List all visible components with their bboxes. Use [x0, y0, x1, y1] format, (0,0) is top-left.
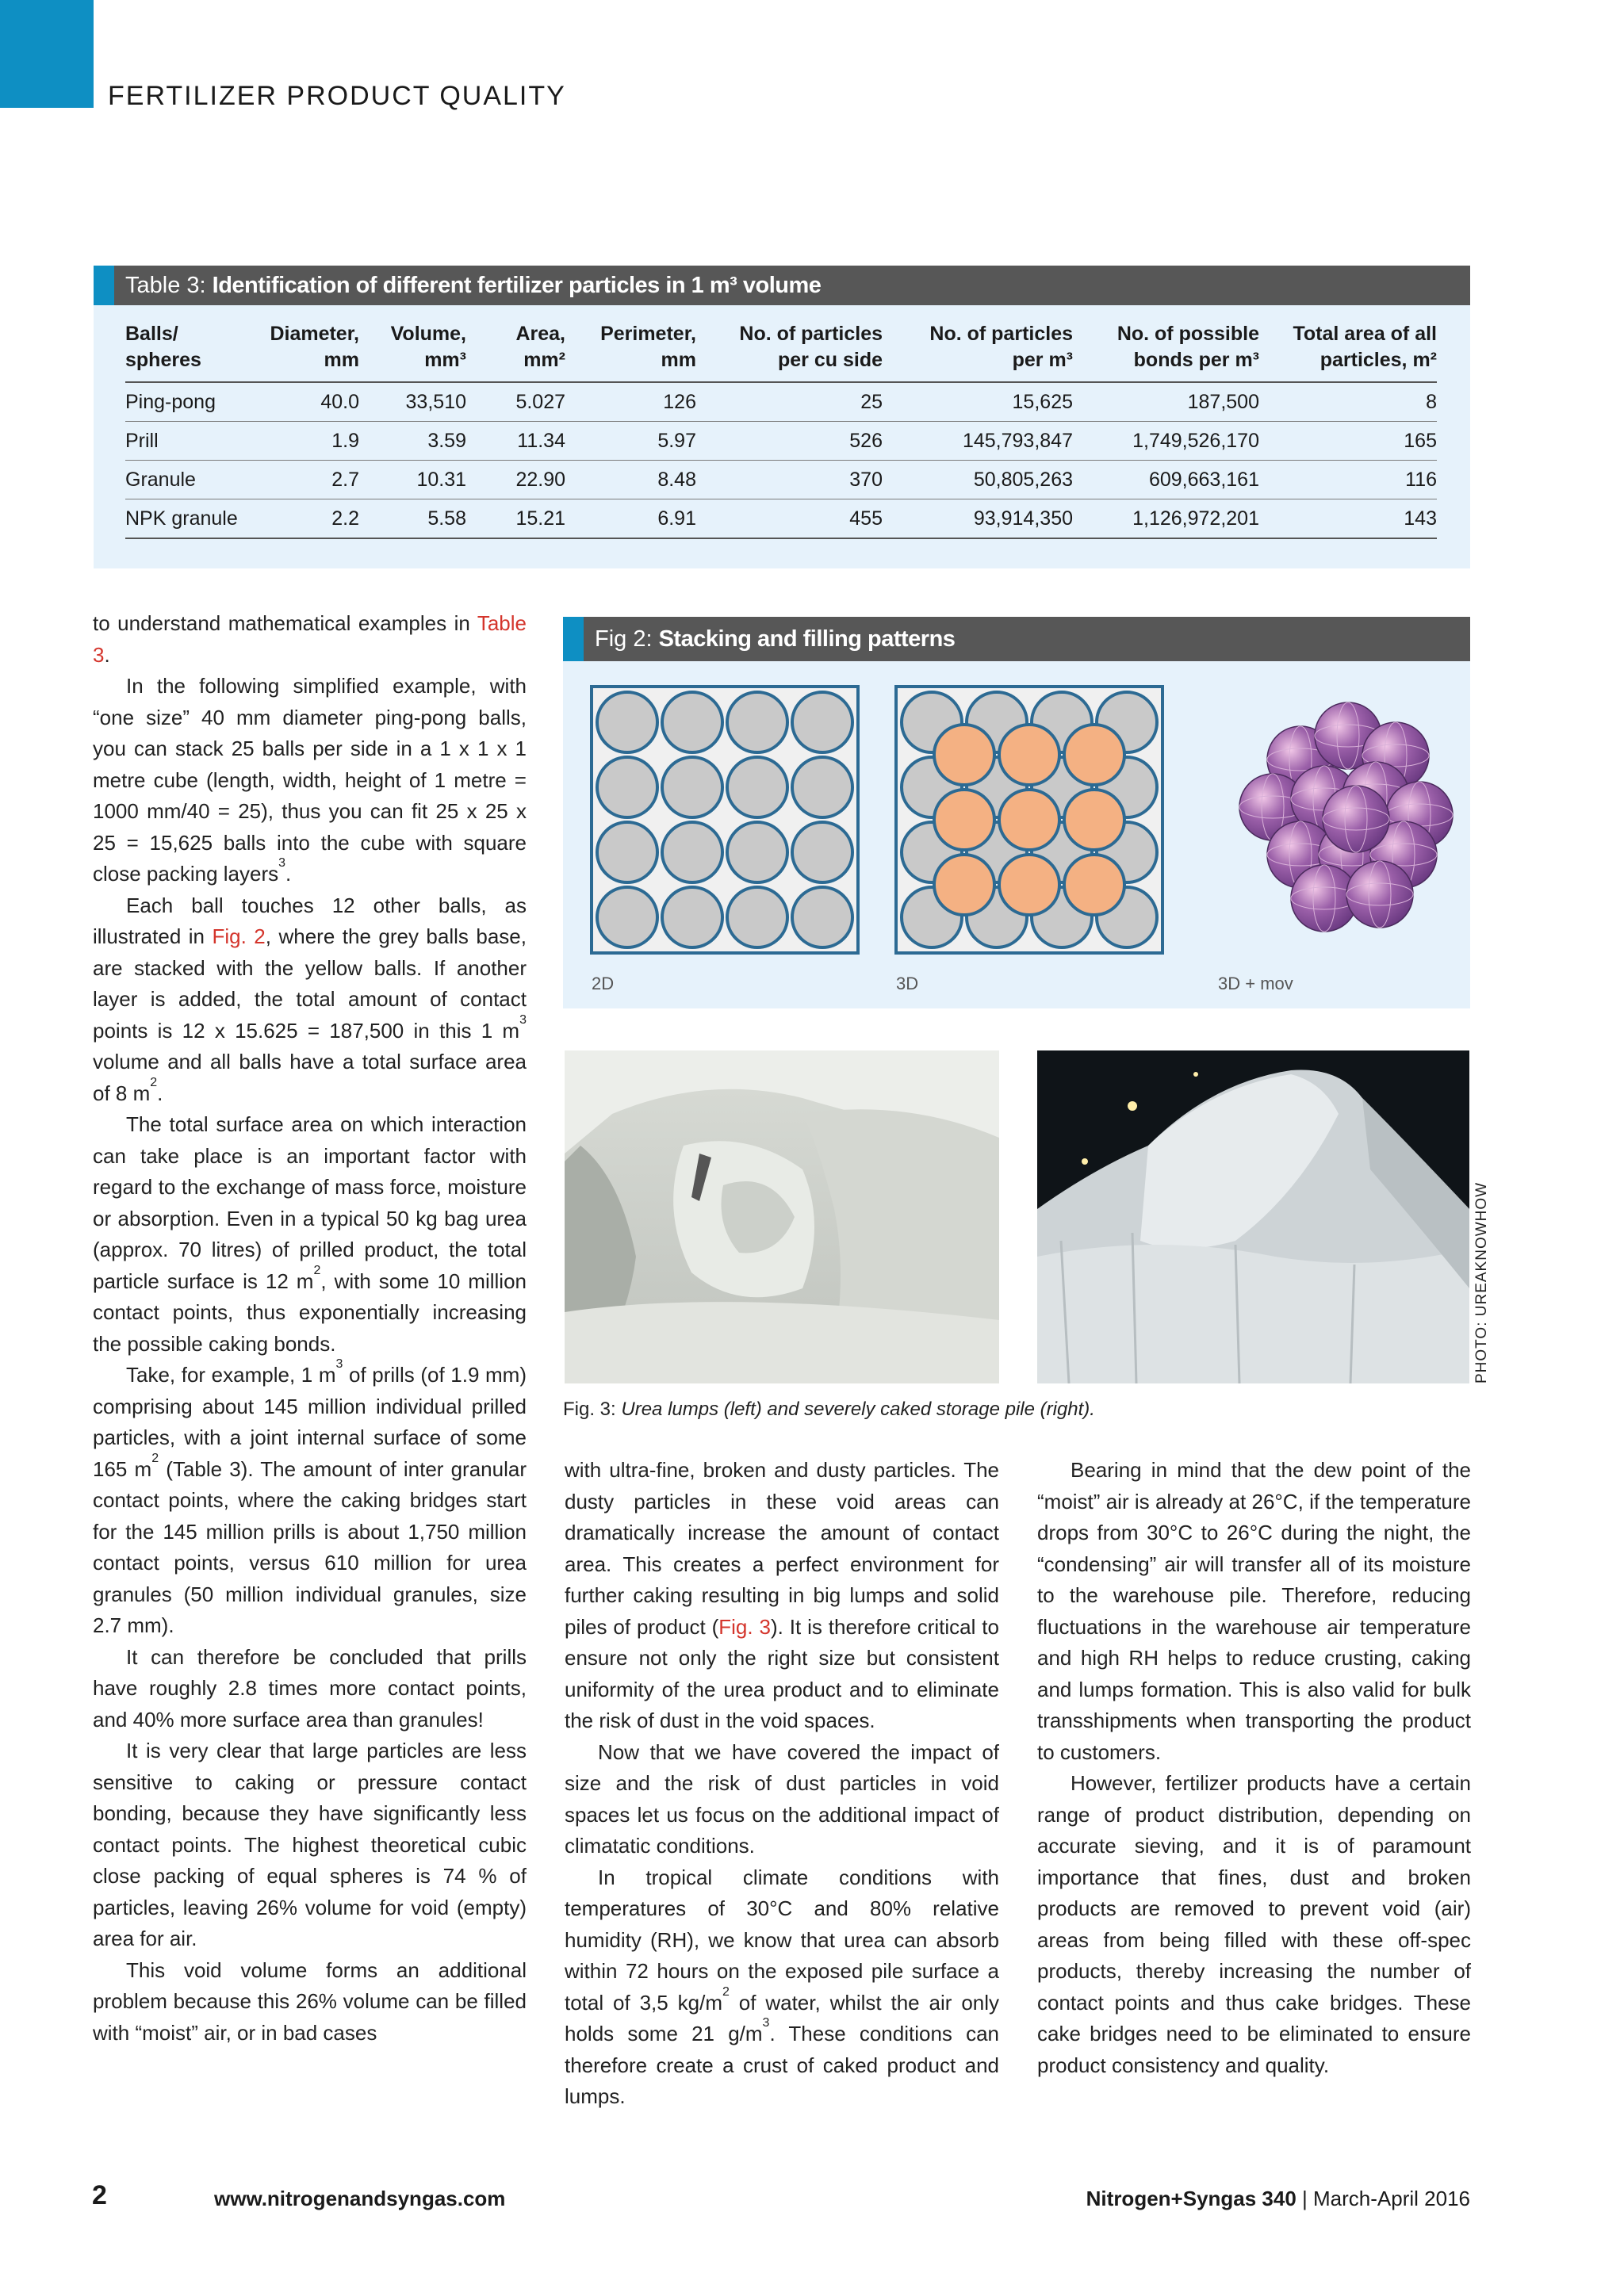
figure-3-caption	[563, 1399, 1095, 1421]
column-header-line: bonds per m³	[1133, 349, 1259, 371]
website-link[interactable]: www.nitrogenandsyngas.com	[214, 2187, 506, 2210]
column-header-line: Area,	[515, 323, 565, 345]
ball-2d	[727, 692, 787, 752]
text-run: of prills (of 1.9 mm) comprising about 145 million individual prilled particles, with a joint internal surface of some 165 m	[93, 1363, 527, 1481]
column-header	[696, 321, 883, 382]
table-cell: Granule	[125, 461, 244, 499]
table-cell: 5.58	[359, 499, 466, 539]
table-3-header	[94, 266, 1470, 305]
column-header-line: mm²	[523, 349, 565, 371]
table-row	[125, 461, 1437, 499]
text-run: with ultra-fine, broken and dusty particles. The dusty particles in these void areas can dramatically increase the amount of contact area. This creates a perfect environment for further caking resulting in big lumps and solid piles of product (	[565, 1458, 999, 1639]
column-header	[244, 321, 359, 382]
table-cell: 187,500	[1073, 382, 1259, 422]
table-cell: 165	[1259, 422, 1437, 461]
column-header-line: No. of possible	[1116, 323, 1259, 345]
superscript: 2	[151, 1451, 159, 1465]
text-run: volume and all balls have a total surface area of 8 m	[93, 1050, 527, 1105]
table-row	[125, 382, 1437, 422]
text-run: Take, for example, 1 m	[126, 1363, 336, 1387]
figure-2-title: Stacking and filling patterns	[658, 626, 956, 652]
table-cell: 22.90	[466, 461, 565, 499]
column-header	[565, 321, 696, 382]
text-run: . These conditions can therefore create a crust of caked product and lumps.	[565, 2022, 1000, 2108]
column-header	[883, 321, 1073, 382]
table-cell: 526	[696, 422, 883, 461]
ball-3d-top	[934, 855, 994, 915]
column-header-line: Balls/	[125, 323, 178, 345]
photo-credit: PHOTO: UREAKNOWHOW	[1473, 1181, 1490, 1383]
column-header	[1259, 321, 1437, 382]
table-cell: 8	[1259, 382, 1437, 422]
column-header-line: Perimeter,	[600, 323, 696, 345]
separator: |	[1296, 2187, 1314, 2210]
text-run: , where the grey balls base, are stacked with the yellow balls. If another layer is added, the total amount of contact points is 12 x 15.625 = 187,500 in this 1 m	[93, 924, 527, 1043]
ball-3d-top	[1064, 790, 1124, 850]
superscript: 2	[313, 1263, 321, 1277]
text-run: of water, whilst the air only holds some 21 g/m	[565, 1990, 1000, 2045]
table-cell: Prill	[125, 422, 244, 461]
body-column-1: to understand mathematical examples in Table 3. In the following simplified example, with “one size” 40 mm diameter ping-pong balls, you can stack 25 balls per side in a 1 x 1 x 1 metre cube (length, width, height of 1 metre = 1000 mm/40 = 25), thus you can fit 25 x 25 x 25 = 15,625 balls into the cube with square close packing layers$^3$. Each ball touches 12 other balls, as illustrated in Fig. 2, where the grey balls base, are stacked with the yellow balls. If another layer is added, the total amount of contact points is 12 x 15.625 = 187,500 in this 1 $m^3$ volume and all balls have a total surface area of 8 $m^2$. The total surface area on which interaction can take place is an important factor with regard to the exchange of mass force, moisture or absorption. Even in a typical 50 kg bag urea (approx. 70 litres) of prilled product, the total particle surface is 12 $m^2$, with some 10 million contact points, thus exponentially increasing the possible caking bonds. Take, for example, 1 $m^3$ of prills (of 1.9 mm) comprising about 145 million individual prilled particles, with a joint internal surface of some 165 $m^2$ (Table 3). The amount of inter granular contact points, where the caking bridges start for the 145 million prills is about 1,750 million contact points, versus 610 million for urea granules (50 million individual granules, size 2.7 mm). It can therefore be concluded that prills have roughly 2.8 times more contact points, and 40% more surface area than granules! It is very clear that large particles are less sensitive to caking or pressure contact bonding, because they have significantly less contact points. The highest theoretical cubic close packing of equal spheres is 74 % of particles, leaving 26% volume for void (empty) area for air. This void volume forms an additional problem because this 26% volume can be filled with “moist” air, or in bad cases	[93, 608, 527, 2049]
sphere	[1323, 786, 1389, 852]
table-cell: 40.0	[244, 382, 359, 422]
page-number: 2	[92, 2180, 107, 2210]
text-run: In the following simplified example, with “one size” 40 mm diameter ping-pong balls, you can stack 25 balls per side in a 1 x 1 x 1 metre cube (length, width, height of 1 metre = 1000 mm/40 = 25), thus you can fit 25 x 25 x 25 = 15,625 balls into the cube with square close packing layers	[93, 674, 527, 886]
table-header-row	[125, 321, 1437, 382]
table-cell: 3.59	[359, 422, 466, 461]
ball-2d	[662, 887, 722, 947]
column-header-line: No. of particles	[929, 323, 1073, 345]
paragraph: Now that we have covered the impact of size and the risk of dust particles in void spaces let us focus on the additional impact of climatatic conditions.	[565, 1739, 999, 1858]
table-cell: 2.2	[244, 499, 359, 539]
column-header-line: particles, m²	[1320, 349, 1437, 371]
table-3-panel	[94, 266, 1470, 568]
text-run: Each ball touches 12 other balls, as illustrated in	[93, 893, 527, 948]
table-cell: 1,749,526,170	[1073, 422, 1259, 461]
paragraph: However, fertilizer products have a certain range of product distribution, depending on accurate sieving, and it is of paramount importance that fines, dust and broken products are removed to prevent void (air) areas from being filled with these off-spec products, thereby increasing the number of contact points and thus cake bridges. These cake bridges need to be eliminated to ensure product consistency and quality.	[1037, 1771, 1471, 2077]
ball-3d-top	[1064, 725, 1124, 785]
caption-text: Urea lumps (left) and severely caked storage pile (right).	[621, 1399, 1095, 1420]
ball-2d	[727, 887, 787, 947]
text-run: ). It is therefore critical to ensure not only the right size but consistent uniformity of the urea product and to eliminate the risk of dust in the void spaces.	[565, 1614, 999, 1732]
table-cell: 5.027	[466, 382, 565, 422]
panel-label: 3D + mov	[1218, 974, 1293, 993]
ball-2d	[662, 822, 722, 882]
body-column-3	[1037, 1455, 1471, 2081]
ball-3d-top	[999, 855, 1059, 915]
issue-date: March-April 2016	[1313, 2187, 1470, 2210]
column-header	[1073, 321, 1259, 382]
section-color-tab	[0, 0, 94, 108]
table-row	[125, 499, 1437, 539]
figure-header-marker	[563, 617, 584, 661]
column-header-line: Volume,	[390, 323, 466, 345]
publication-name: Nitrogen+Syngas 340	[1086, 2187, 1297, 2210]
table-cell: 8.48	[565, 461, 696, 499]
table-cell: 93,914,350	[883, 499, 1073, 539]
ball-2d	[597, 692, 657, 752]
column-header-line: No. of particles	[739, 323, 883, 345]
table-header-marker	[94, 266, 114, 305]
table-cell: 5.97	[565, 422, 696, 461]
column-header-line: mm	[324, 349, 359, 371]
fig-3-link[interactable]: Fig. 3	[718, 1614, 771, 1639]
column-header-line: Diameter,	[270, 323, 359, 345]
table-cell: NPK granule	[125, 499, 244, 539]
column-header-line: spheres	[125, 349, 201, 371]
ball-2d	[727, 757, 787, 817]
paragraph: It can therefore be concluded that prills have roughly 2.8 times more contact points, and 40% more surface area than granules!	[93, 1644, 527, 1732]
ball-2d	[597, 757, 657, 817]
table-cell: 126	[565, 382, 696, 422]
table-cell: 10.31	[359, 461, 466, 499]
ball-2d	[727, 822, 787, 882]
ball-2d	[792, 822, 852, 882]
column-header	[125, 321, 244, 382]
table-cell: 25	[696, 382, 883, 422]
urea-lumps-photo	[565, 1050, 999, 1383]
table-3-label: Table 3:	[125, 273, 206, 298]
superscript: 2	[722, 1984, 730, 1999]
table-cell: 609,663,161	[1073, 461, 1259, 499]
table-cell: 116	[1259, 461, 1437, 499]
footnote-ref: 3	[278, 856, 286, 870]
ball-2d	[792, 757, 852, 817]
paragraph: It is very clear that large particles are less sensitive to caking or pressure contact bonding, because they have significantly less contact points. The highest theoretical cubic close packing of equal spheres is 74 % of particles, leaving 26% volume for void (empty) area for air.	[93, 1739, 527, 1950]
figure-2	[563, 617, 1470, 1008]
sphere	[1346, 861, 1413, 928]
table-cell: 11.34	[466, 422, 565, 461]
table-cell: 33,510	[359, 382, 466, 422]
ball-3d-top	[934, 790, 994, 850]
paragraph: Bearing in mind that the dew point of the “moist” air is already at 26°C, if the temperature drops from 30°C to 26°C during the night, the “condensing” air will transfer all of its moisture to the warehouse pile. Therefore, reducing fluctuations in the warehouse air temperature and high RH helps to reduce crusting, caking and lumps formation. This is also valid for bulk transshipments when transporting the product to customers.	[1037, 1458, 1471, 1764]
ball-2d	[597, 822, 657, 882]
superscript: 3	[335, 1357, 343, 1371]
ball-3d-top	[934, 725, 994, 785]
ball-2d	[662, 757, 722, 817]
table-cell: 143	[1259, 499, 1437, 539]
table-cell: Ping-pong	[125, 382, 244, 422]
paragraph: This void volume forms an additional problem because this 26% volume can be filled with “moist” air, or in bad cases	[93, 1957, 527, 2045]
section-title: FERTILIZER PRODUCT QUALITY	[108, 81, 566, 111]
text-run: , with some 10 million contact points, thus exponentially increasing the possible caking bonds.	[93, 1269, 527, 1356]
urea-lumps-image	[565, 1050, 999, 1383]
column-header	[466, 321, 565, 382]
stacking-diagram	[563, 617, 1470, 1008]
figure-2-label: Fig 2:	[595, 626, 653, 652]
ball-3d-top	[1064, 855, 1124, 915]
table-cell: 15,625	[883, 382, 1073, 422]
table-cell: 2.7	[244, 461, 359, 499]
table-3	[125, 321, 1437, 539]
ball-2d	[597, 887, 657, 947]
table-cell: 370	[696, 461, 883, 499]
body-column-2	[565, 1455, 999, 2113]
column-header-line: mm	[661, 349, 696, 371]
table-cell: 15.21	[466, 499, 565, 539]
publication-info	[1086, 2187, 1470, 2211]
superscript: 3	[762, 2016, 770, 2030]
table-cell: 1,126,972,201	[1073, 499, 1259, 539]
column-header-line: mm³	[424, 349, 466, 371]
column-header-line: Total area of all	[1293, 323, 1437, 345]
panel-label: 3D	[896, 974, 919, 993]
fig-2-link[interactable]: Fig. 2	[212, 924, 266, 948]
table-cell: 145,793,847	[883, 422, 1073, 461]
ball-3d-top	[999, 725, 1059, 785]
caked-pile-photo	[1037, 1050, 1469, 1383]
column-header	[359, 321, 466, 382]
table-3-link[interactable]: Table 3	[93, 611, 527, 667]
table-cell: 6.91	[565, 499, 696, 539]
ball-3d-top	[999, 790, 1059, 850]
text-run: (Table 3). The amount of inter granular contact points, where the caking bridges start for the 145 million prills is about 1,750 million contact points, versus 610 million for urea granules (50 million individual granules, size 2.7 mm).	[93, 1456, 527, 1637]
ball-2d	[792, 887, 852, 947]
table-3-title: Identification of different fertilizer particles in 1 m³ volume	[212, 273, 822, 298]
text-run: In tropical climate conditions with temperatures of 30°C and 80% relative humidity (RH), we know that urea can absorb within 72 hours on the exposed pile surface a total of 3,5 kg/m	[565, 1865, 999, 2015]
superscript: 2	[150, 1075, 158, 1089]
caption-label: Fig. 3:	[563, 1399, 616, 1420]
caked-pile-image	[1037, 1050, 1469, 1383]
text-run: The total surface area on which interaction can take place is an important factor with regard to the exchange of mass force, moisture or absorption. Even in a typical 50 kg bag urea (approx. 70 litres) of prilled product, the total particle surface is 12 m	[93, 1112, 527, 1293]
column-header-line: per m³	[1012, 349, 1073, 371]
text-run: to understand mathematical examples in	[93, 611, 470, 635]
figure-2-header	[563, 617, 1470, 661]
table-row	[125, 422, 1437, 461]
table-cell: 1.9	[244, 422, 359, 461]
panel-label: 2D	[592, 974, 615, 993]
superscript: 3	[519, 1012, 527, 1027]
table-cell: 50,805,263	[883, 461, 1073, 499]
table-cell: 455	[696, 499, 883, 539]
ball-2d	[792, 692, 852, 752]
ball-2d	[662, 692, 722, 752]
column-header-line: per cu side	[778, 349, 883, 371]
